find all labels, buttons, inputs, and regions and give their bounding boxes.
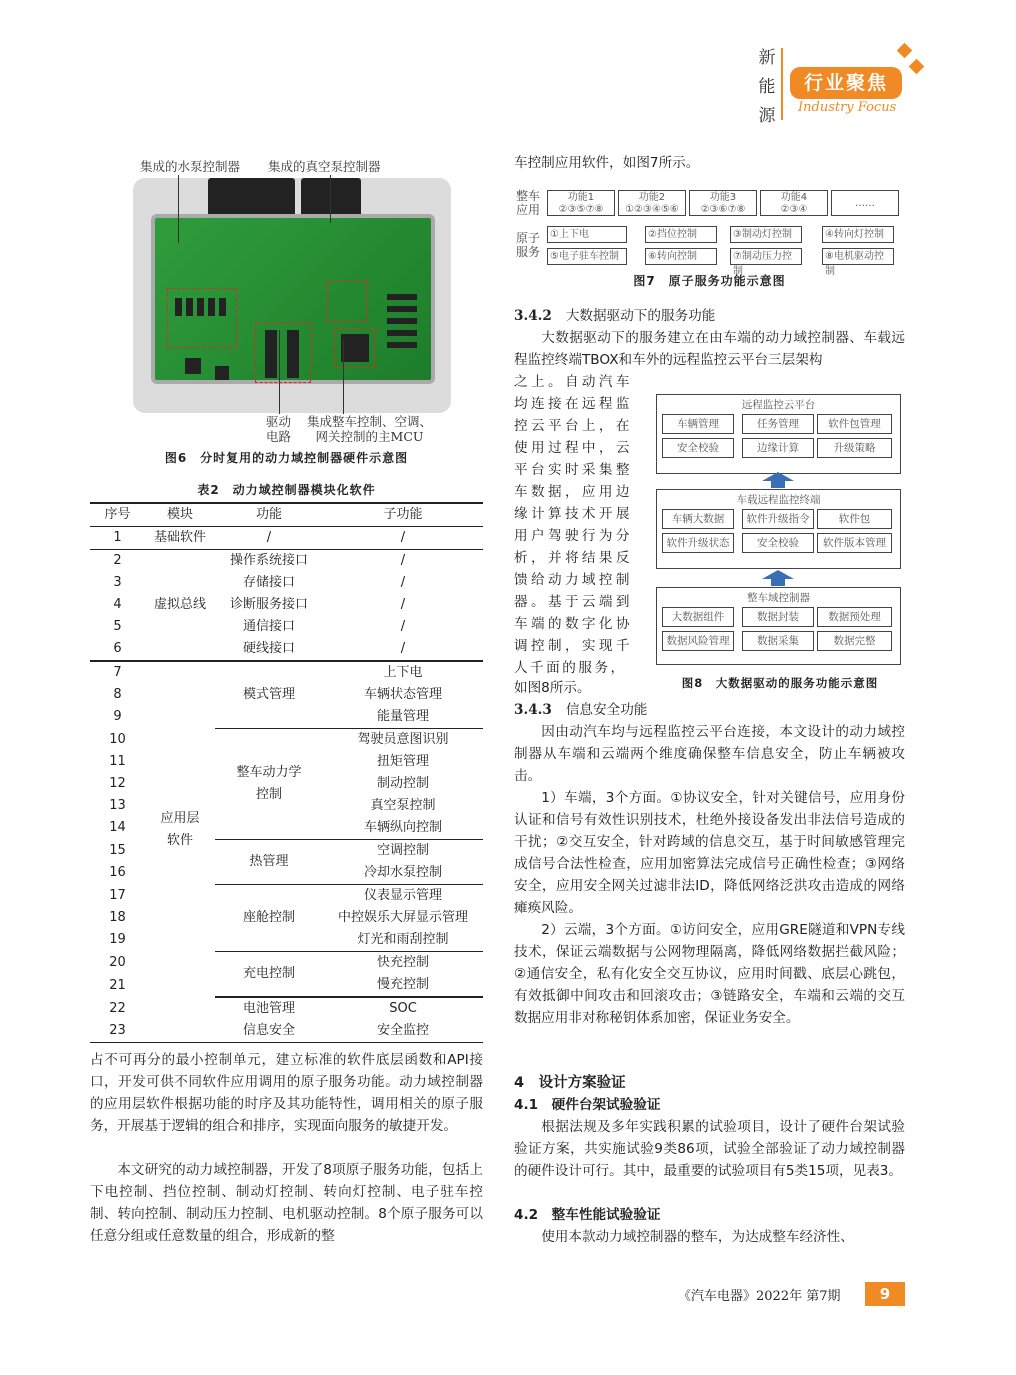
layer-title: 车载远程监控终端 [736, 494, 821, 506]
cell: 21 [109, 977, 126, 993]
app-function-services: ①②③④⑤⑥ [625, 204, 679, 215]
section-number: 3.4.3 [514, 702, 552, 718]
highlight-box [255, 323, 311, 383]
pointer-line [343, 340, 344, 416]
table-row [90, 661, 483, 684]
col-header: 子功能 [383, 507, 423, 522]
app-function-name: 功能2 [638, 192, 666, 203]
section-badge-en: Industry Focus [798, 100, 897, 115]
cell: 10 [109, 731, 126, 747]
atom-row-label: 原子服务 [516, 231, 541, 259]
layer-item: 安全校验 [662, 438, 734, 458]
label-line: 集成整车控制、空调、 [307, 414, 433, 429]
chip [287, 330, 299, 378]
cell: / [400, 575, 406, 590]
cell: 信息安全 [242, 1023, 295, 1038]
cell: 真空泵控制 [370, 798, 436, 813]
cell: 18 [109, 910, 126, 925]
cell: 6 [113, 641, 122, 656]
layer-item: 大数据组件 [662, 607, 734, 627]
cell: 座舱控制 [215, 885, 323, 952]
page-number: 9 [865, 1282, 905, 1306]
chip [215, 366, 229, 380]
layer-item: 软件包管理 [817, 414, 892, 434]
up-arrow-icon [762, 472, 794, 481]
app-function-name: 功能4 [780, 192, 808, 203]
cell: 操作系统接口 [229, 553, 308, 568]
pointer-line [330, 175, 331, 223]
cell: 8 [113, 687, 122, 702]
app-function-box [547, 190, 615, 216]
atomic-service-box: ②挡位控制 [645, 226, 717, 243]
char: 源 [758, 106, 776, 126]
app-function-name: 功能3 [709, 192, 737, 203]
table-row [90, 1020, 483, 1043]
label-line: 驱动 [266, 414, 292, 429]
section-heading: 4 设计方案验证 [514, 1075, 626, 1091]
cell: / [400, 641, 406, 656]
cell: 空调控制 [376, 843, 429, 858]
figure7-caption: 图7 原子服务功能示意图 [633, 274, 786, 288]
section-number: 3.4.2 [514, 308, 552, 324]
cell: 4 [113, 597, 122, 612]
layer-item: 安全校验 [742, 533, 814, 553]
figure8-caption: 图8 大数据驱动的服务功能示意图 [681, 676, 879, 690]
cell: 充电控制 [215, 952, 323, 998]
layer-item: 数据预处理 [817, 607, 892, 627]
cell: 存储接口 [242, 575, 295, 590]
mcu-chip [341, 334, 369, 362]
layer-item: 数据完整 [817, 631, 892, 651]
app-function-box [760, 190, 828, 216]
cell: 11 [109, 754, 126, 769]
cell: / [400, 553, 406, 568]
cell: 扭矩管理 [376, 754, 429, 769]
cell: SOC [389, 1001, 417, 1016]
cell: 13 [109, 798, 126, 813]
layer-item: 升级策略 [817, 438, 892, 458]
section-badge: 行业聚焦 [790, 67, 902, 99]
cell: 2 [113, 553, 122, 568]
pcb-board [151, 214, 435, 384]
cell: / [400, 597, 406, 612]
cell: 车辆纵向控制 [323, 817, 483, 840]
layer-item: 车辆大数据 [662, 509, 734, 529]
section-heading [514, 699, 647, 721]
label-drive-circuit [266, 414, 291, 444]
layer-title: 远程监控云平台 [741, 399, 816, 411]
cell: 安全监控 [376, 1023, 429, 1038]
cell: 15 [109, 842, 126, 858]
paragraph: 大数据驱动下的服务建立在由车端的动力域控制器、车载远程监控终端TBOX和车外的远程监控云平台三层架构 [514, 330, 905, 368]
cell: 5 [113, 619, 122, 634]
layer-item: 数据风险管理 [662, 631, 734, 651]
cell: 虚拟总线 [145, 550, 215, 662]
cell: 硬线接口 [242, 641, 295, 656]
cell: 23 [109, 1023, 126, 1038]
char: 新 [758, 48, 776, 68]
cell: 制动控制 [376, 776, 429, 791]
section-heading [514, 305, 715, 327]
paragraph: 1）车端，3个方面。①协议安全，针对关键信号，应用身份认证和信号有效性识别技术，杜绝外接设备发出非法信号造成的干扰；②交互安全，针对跨域的信息交互，基于时间敏感管理完成信号合法性检查，应用加密算法完成信号正确性检查；③网络安全，应用安全网关过滤非法ID，降低网络泛洪攻击造成的网络瘫痪风险。 [514, 790, 905, 916]
connector [301, 178, 361, 218]
modular-software-table [90, 502, 483, 1043]
label-line: 电路 [266, 429, 292, 444]
layer-item: 软件包 [817, 509, 892, 529]
table-row [90, 997, 483, 1020]
atomic-service-box: ⑤电子驻车控制 [547, 248, 627, 265]
col-header: 序号 [104, 507, 131, 522]
cell: 通信接口 [242, 619, 295, 634]
cell: 基础软件 [153, 530, 206, 545]
layer-item: 软件版本管理 [817, 533, 892, 553]
cell: 慢充控制 [323, 974, 483, 997]
diamond-icon [897, 43, 913, 59]
cell: 17 [109, 887, 126, 903]
cell: 3 [113, 575, 122, 590]
cell: 14 [109, 820, 126, 836]
label-vacuum-pump: 集成的真空泵控制器 [268, 159, 381, 174]
cell: 1 [113, 530, 122, 545]
char: 能 [758, 77, 776, 97]
cell: 应用层软件 [160, 810, 200, 848]
cell: 电池管理 [242, 1001, 295, 1016]
cell: 快充控制 [376, 955, 429, 970]
atomic-service-box: ④转向灯控制 [822, 226, 894, 243]
paragraph: 本文研究的动力域控制器，开发了8项原子服务功能，包括上下电控制、挡位控制、制动灯控制、转向灯控制、电子驻车控制、转向控制、制动压力控制、电机驱动控制。8个原子服务可以任意分组或任意数量的组合，形成新的整 [90, 1162, 483, 1244]
paragraph: 占不可再分的最小控制单元，建立标准的软件底层函数和API接口，开发可供不同软件应用调用的原子服务功能。动力域控制器的应用层软件根据功能的时序及其功能特性，调用相关的原子服务，开展基于逻辑的组合和排序，实现面向服务的敏捷开发。 [90, 1052, 483, 1134]
up-arrow-stem [771, 481, 785, 488]
layer-item: 边缘计算 [742, 438, 814, 458]
cell: 车辆状态管理 [363, 687, 442, 702]
atomic-service-box: ①上下电 [547, 226, 627, 243]
cell: 19 [109, 932, 126, 948]
app-function-services: ②③⑤⑦⑧ [558, 204, 604, 215]
layer-item: 车辆管理 [662, 414, 734, 434]
chip-array [387, 288, 417, 348]
highlight-box [327, 280, 367, 322]
cell: 诊断服务接口 [229, 597, 308, 612]
section-vertical-title [756, 44, 778, 131]
atomic-service-box: ⑥转向控制 [645, 248, 717, 265]
cell: / [400, 619, 406, 634]
controller-photo [133, 178, 451, 413]
layer-item: 软件升级指令 [742, 509, 814, 529]
divider [781, 48, 783, 120]
label-line: 网关控制的主MCU [315, 429, 424, 444]
layer-item: 软件升级状态 [662, 533, 734, 553]
cell: 7 [113, 665, 122, 680]
col-header: 模块 [166, 507, 193, 522]
cell: 灯光和雨刮控制 [323, 929, 483, 952]
atomic-service-box: ⑦制动压力控制 [730, 248, 802, 265]
paragraph: 因由动汽车均与远程监控云平台连接，本文设计的动力域控制器从车端和云端两个维度确保整车信息安全，防止车辆被攻击。 [514, 724, 905, 784]
section-title: 大数据驱动下的服务功能 [565, 308, 716, 324]
col-header: 功能 [255, 507, 282, 522]
subsection-heading: 4.2 整车性能试验验证 [514, 1207, 661, 1223]
journal-info: 《汽车电器》2022年 第7期 [678, 1289, 841, 1304]
atomic-service-box: ③制动灯控制 [730, 226, 802, 243]
section-title: 信息安全功能 [565, 702, 648, 718]
subsection-heading: 4.1 硬件台架试验验证 [514, 1097, 661, 1113]
layer-item: 数据封装 [742, 607, 814, 627]
cell: 驾驶员意图识别 [357, 732, 449, 747]
paragraph: 2）云端，3个方面。①访问安全，应用GRE隧道和VPN专线技术，保证云端数据与公网物理隔离，降低网络数据拦截风险；②通信安全，私有化安全交互协议，应用时间戳、底层心跳包，有效抵御中间攻击和回滚攻击；③链路安全，车端和云端的交互数据应用非对称秘钥体系加密，保证业务安全。 [514, 922, 905, 1026]
cell: 热管理 [215, 840, 323, 885]
cell: 上下电 [383, 665, 423, 680]
cell: 20 [109, 954, 126, 970]
app-function-services: ②③⑥⑦⑧ [700, 204, 746, 215]
figure6-caption: 图6 分时复用的动力域控制器硬件示意图 [164, 451, 409, 465]
cell: 22 [109, 1000, 126, 1016]
paragraph: 根据法规及多年实践积累的试验项目，设计了硬件台架试验验证方案，共实施试验9类86项，试验全部验证了动力域控制器的硬件设计可行。其中，最重要的试验项目有5类15项，见表3。 [514, 1119, 905, 1179]
cell: 整车动力学控制 [215, 729, 323, 840]
app-function-name: …… [855, 198, 875, 209]
paragraph-end: 如图8所示。 [514, 680, 591, 696]
cell: 中控娱乐大屏显示管理 [337, 910, 468, 925]
app-function-name: 功能1 [567, 192, 595, 203]
cell: 16 [109, 865, 126, 881]
diamond-icon [909, 59, 925, 75]
label-water-pump: 集成的水泵控制器 [140, 159, 241, 174]
app-function-box [618, 190, 686, 216]
up-arrow-icon [762, 570, 794, 579]
label-main-mcu [307, 414, 432, 444]
layer-item: 数据采集 [742, 631, 814, 651]
cell: / [400, 530, 406, 545]
cell: 仪表显示管理 [363, 888, 442, 903]
app-function-box [831, 190, 899, 216]
paragraph: 使用本款动力域控制器的整车，为达成整车经济性、 [541, 1229, 854, 1245]
layer-item: 任务管理 [742, 414, 814, 434]
paragraph: 车控制应用软件，如图7所示。 [514, 155, 700, 171]
cell: 冷却水泵控制 [323, 862, 483, 885]
highlight-box [167, 288, 237, 348]
cell: / [266, 530, 272, 545]
cell: 能量管理 [323, 706, 483, 729]
app-row-label: 整车应用 [516, 189, 541, 217]
cell: 9 [113, 709, 122, 725]
pointer-line [178, 175, 179, 243]
atomic-service-box: ⑧电机驱动控制 [822, 248, 894, 265]
paragraph-wrapped: 之上。自动汽车均连接在远程监控云平台上，在使用过程中，云平台实时采集整车数据，应用边缘计算技术开展用户驾驶行为分析，并将结果反馈给动力域控制器。基于云端到车端的数字化协调控制，实现千人千面的服务， [514, 374, 632, 676]
app-function-box [689, 190, 757, 216]
app-function-services: ②③④ [780, 204, 808, 215]
cell: 模式管理 [215, 661, 323, 729]
pointer-line [279, 330, 280, 415]
table-row [90, 550, 483, 573]
chip [265, 330, 277, 378]
chip [185, 358, 201, 374]
table2-caption: 表2 动力域控制器模块化软件 [197, 483, 376, 497]
chip-array [175, 298, 230, 316]
cell: 12 [109, 776, 126, 791]
up-arrow-stem [771, 579, 785, 586]
connector [208, 178, 295, 218]
layer-title: 整车域控制器 [747, 592, 810, 604]
table-row [90, 527, 483, 550]
